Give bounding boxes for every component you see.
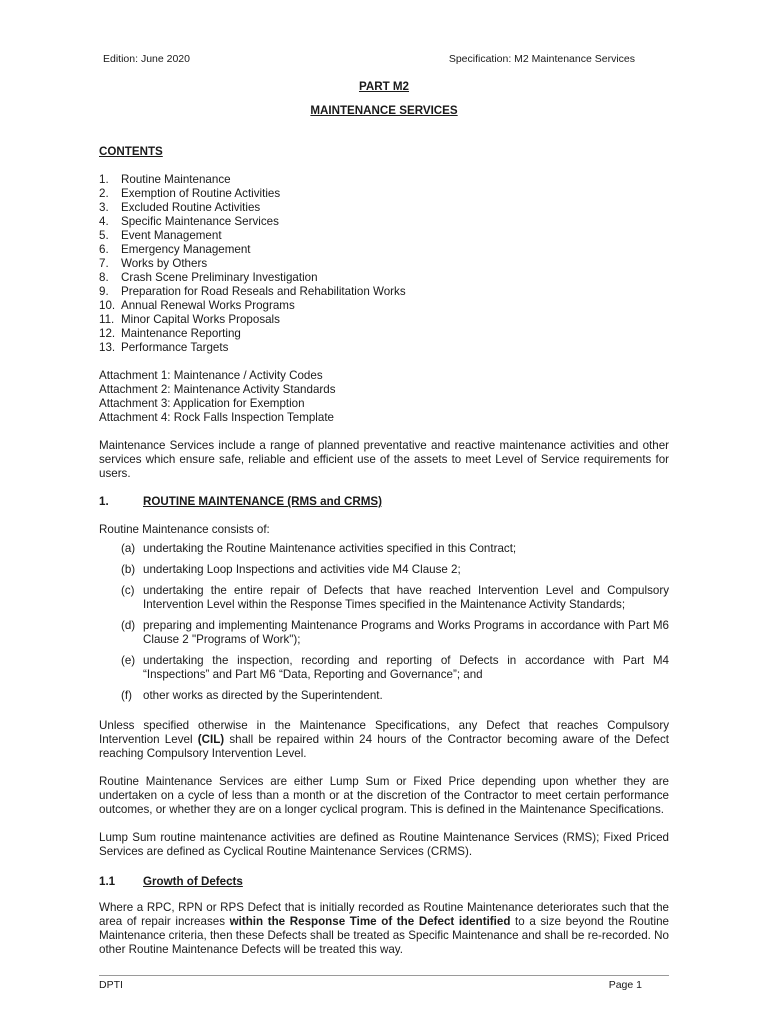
list-item: (c) undertaking the entire repair of Defects that have reached Intervention Level and Compulsory Intervention Level within the Response Times specified in the Maintenance Activity Standards; <box>121 584 669 611</box>
contents-item: 10. Annual Renewal Works Programs <box>99 299 295 312</box>
section-1-lead: Routine Maintenance consists of: <box>99 523 270 536</box>
attachments-list <box>99 369 336 425</box>
header-edition: Edition: June 2020 <box>103 53 190 65</box>
contents-item: 9. Preparation for Road Reseals and Rehabilitation Works <box>99 285 406 298</box>
list-item: (b) undertaking Loop Inspections and activities vide M4 Clause 2; <box>121 563 461 576</box>
contents-item: 6. Emergency Management <box>99 243 251 256</box>
attachment-item: Attachment 4: Rock Falls Inspection Template <box>99 411 334 424</box>
list-item: (e) undertaking the inspection, recording and reporting of Defects in accordance with Part M4 “Inspections” and Part M6 “Data, Reporting and Governance”; and <box>121 654 669 681</box>
list-item: (f) other works as directed by the Superintendent. <box>121 689 383 702</box>
document-title: MAINTENANCE SERVICES <box>310 104 458 117</box>
section-title: Growth of Defects <box>143 875 243 888</box>
section-number: 1.1 <box>99 875 116 888</box>
contents-heading: CONTENTS <box>99 145 163 158</box>
part-title: PART M2 <box>358 80 410 93</box>
rms-crms-paragraph: Lump Sum routine maintenance activities are defined as Routine Maintenance Services (RMS); Fixed Priced Services are defined as Cyclical Routine Maintenance Services (CRMS). <box>99 831 669 858</box>
intro-paragraph: Maintenance Services include a range of planned preventative and reactive maintenance activities and other services which ensure safe, reliable and efficient use of the assets to meet Level of Service requirements for users. <box>99 439 669 480</box>
contents-item: 5. Event Management <box>99 229 222 242</box>
contents-item: 2. Exemption of Routine Activities <box>99 187 281 200</box>
contents-item: 1. Routine Maintenance <box>99 173 231 186</box>
header-specification: Specification: M2 Maintenance Services <box>448 53 635 65</box>
section-number: 1. <box>99 495 109 508</box>
contents-item: 13. Performance Targets <box>99 341 229 354</box>
section-1-1-heading <box>99 875 243 889</box>
contents-item: 11. Minor Capital Works Proposals <box>99 313 280 326</box>
page-number: Page 1 <box>608 979 642 991</box>
footer-organisation: DPTI <box>99 979 123 991</box>
routine-items-list <box>121 542 669 710</box>
section-1-heading <box>99 495 382 509</box>
growth-of-defects-paragraph: Where a RPC, RPN or RPS Defect that is initially recorded as Routine Maintenance deteriorates such that the area of repair increases within the Response Time of the Defect identified to a size beyond the Routine Maintenance criteria, then these Defects shall be treated as Specific Maintenance and shall be re-recorded. No other Routine Maintenance Defects will be treated this way. <box>99 901 669 956</box>
contents-item: 12. Maintenance Reporting <box>99 327 241 340</box>
contents-item: 3. Excluded Routine Activities <box>99 201 261 214</box>
section-title: ROUTINE MAINTENANCE (RMS and CRMS) <box>143 495 382 508</box>
attachment-item: Attachment 1: Maintenance / Activity Codes <box>99 369 323 382</box>
cil-paragraph: Unless specified otherwise in the Maintenance Specifications, any Defect that reaches Compulsory Intervention Level (CIL) shall be repaired within 24 hours of the Contractor becoming aware of the Defect reaching Compulsory Intervention Level. <box>99 719 669 760</box>
contents-item: 8. Crash Scene Preliminary Investigation <box>99 271 318 284</box>
attachment-item: Attachment 2: Maintenance Activity Standards <box>99 383 336 396</box>
list-item: (d) preparing and implementing Maintenance Programs and Works Programs in accordance with Part M6 Clause 2 "Programs of Work"); <box>121 619 669 646</box>
footer-divider <box>99 975 669 976</box>
contents-list <box>99 173 406 355</box>
contents-item: 4. Specific Maintenance Services <box>99 215 279 228</box>
list-item: (a) undertaking the Routine Maintenance activities specified in this Contract; <box>121 542 517 555</box>
lump-sum-paragraph: Routine Maintenance Services are either Lump Sum or Fixed Price depending upon whether they are undertaken on a cycle of less than a month or at the discretion of the Contractor to meet certain performance outcomes, or whether they are on a longer cyclical program. This is defined in the Maintenance Specifications. <box>99 775 669 816</box>
contents-item: 7. Works by Others <box>99 257 208 270</box>
attachment-item: Attachment 3: Application for Exemption <box>99 397 305 410</box>
